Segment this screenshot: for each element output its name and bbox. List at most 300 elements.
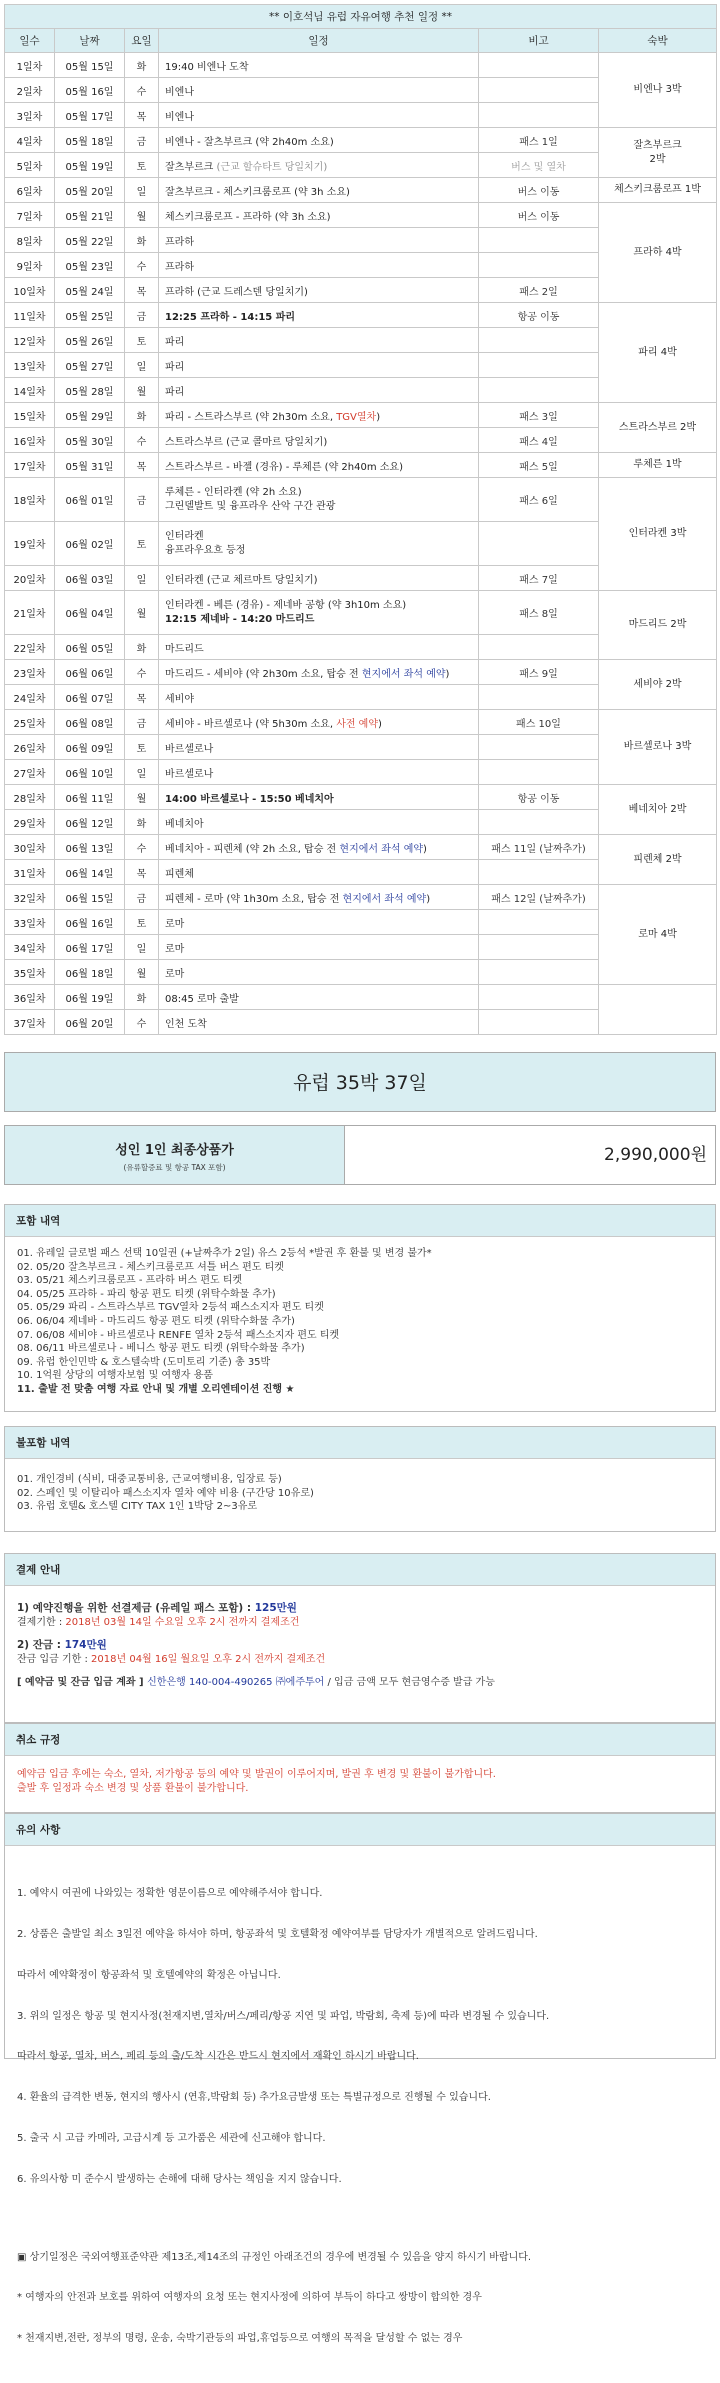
row-dow: 토 — [125, 328, 159, 353]
list-item — [17, 1247, 703, 1261]
schedule-end: ) — [423, 843, 427, 855]
excluded-header: 불포함 내역 — [5, 1427, 715, 1459]
row-date: 05월 26일 — [55, 328, 125, 353]
row-schedule: 로마 — [159, 935, 479, 960]
schedule-main: 마드리드 - 세비야 (약 2h30m 소요, 탑승 전 — [165, 668, 362, 680]
row-day: 10일차 — [5, 278, 55, 303]
row-day: 13일차 — [5, 353, 55, 378]
row-date: 06월 18일 — [55, 960, 125, 985]
row-note — [479, 353, 599, 378]
row-dow: 일 — [125, 935, 159, 960]
row-date: 05월 30일 — [55, 428, 125, 453]
row-day: 6일차 — [5, 178, 55, 203]
row-date: 06월 14일 — [55, 860, 125, 885]
balance-block — [17, 1639, 703, 1666]
row-dow: 수 — [125, 78, 159, 103]
stay-florence: 피렌체 2박 — [599, 835, 717, 885]
row-dow: 금 — [125, 128, 159, 153]
list-item: 09. 유럽 한인민박 & 호스텔숙박 (도미토리 기준) 총 35박 — [17, 1356, 271, 1368]
row-dow: 토 — [125, 153, 159, 178]
row-note — [479, 378, 599, 403]
stay-empty — [599, 985, 717, 1035]
row-schedule — [159, 153, 479, 178]
row-day: 18일차 — [5, 478, 55, 522]
list-item: 06. 06/04 제네바 - 마드리드 항공 편도 티켓 (위탁수화물 추가) — [17, 1315, 295, 1327]
row-dow: 수 — [125, 428, 159, 453]
table-row — [5, 453, 717, 478]
itinerary-table — [4, 4, 717, 1035]
deposit-deadline-line — [17, 1616, 703, 1630]
row-schedule: 파리 — [159, 353, 479, 378]
row-dow: 수 — [125, 835, 159, 860]
row-date: 05월 15일 — [55, 53, 125, 78]
row-day: 15일차 — [5, 403, 55, 428]
stay-cesky: 체스키크룸로프 1박 — [599, 178, 717, 203]
deposit-deadline-label: 결제기한 : — [17, 1616, 66, 1628]
balance-amount: 174만원 — [64, 1639, 107, 1652]
schedule-extra: 현지에서 좌석 예약 — [361, 668, 446, 680]
row-note: 패스 9일 — [479, 660, 599, 685]
row-day: 20일차 — [5, 566, 55, 591]
cancel-section — [4, 1723, 716, 1813]
row-day: 24일차 — [5, 685, 55, 710]
cancel-header: 취소 규정 — [5, 1724, 715, 1756]
price-value: 2,990,000원 — [604, 1145, 707, 1165]
row-schedule: 인천 도착 — [159, 1010, 479, 1035]
row-schedule — [159, 710, 479, 735]
row-date: 06월 13일 — [55, 835, 125, 860]
note-line: 4. 환율의 급격한 변동, 현지의 행사시 (연휴,박람회 등) 추가요금발생 또는 특별규정으로 진행될 수 있습니다. — [17, 2092, 491, 2104]
schedule-line1: 인터라켄 — [165, 530, 204, 542]
row-day: 35일차 — [5, 960, 55, 985]
table-row — [5, 178, 717, 203]
schedule-line1: 루체른 - 인터라켄 (약 2h 소요) — [165, 486, 302, 498]
row-note: 버스 이동 — [479, 203, 599, 228]
row-date: 05월 25일 — [55, 303, 125, 328]
row-note: 패스 5일 — [479, 453, 599, 478]
schedule-extra: (근교 할슈타트 당일치기) — [216, 161, 328, 173]
row-note: 패스 12일 (날짜추가) — [479, 885, 599, 910]
balance-line — [17, 1639, 703, 1653]
row-note — [479, 810, 599, 835]
row-note — [479, 685, 599, 710]
row-dow: 월 — [125, 960, 159, 985]
row-date: 05월 27일 — [55, 353, 125, 378]
notes-header: 유의 사항 — [5, 1814, 715, 1846]
row-day: 31일차 — [5, 860, 55, 885]
row-day: 17일차 — [5, 453, 55, 478]
row-date: 06월 02일 — [55, 522, 125, 566]
row-dow: 금 — [125, 303, 159, 328]
row-schedule: 파리 — [159, 328, 479, 353]
row-dow: 목 — [125, 453, 159, 478]
deposit-amount: 125만원 — [254, 1602, 297, 1614]
stay-strasbourg: 스트라스부르 2박 — [599, 403, 717, 453]
balance-deadline-line — [17, 1653, 703, 1667]
note-line: 따라서 항공, 열차, 버스, 페리 등의 출/도착 시간은 반드시 현지에서 재확인 하시기 바랍니다. — [17, 2051, 419, 2063]
table-row — [5, 785, 717, 810]
row-date: 06월 11일 — [55, 785, 125, 810]
row-note — [479, 253, 599, 278]
row-date: 06월 09일 — [55, 735, 125, 760]
row-schedule: 피렌체 — [159, 860, 479, 885]
row-note: 패스 3일 — [479, 403, 599, 428]
row-date: 05월 24일 — [55, 278, 125, 303]
header-schedule: 일정 — [159, 29, 479, 53]
header-dow: 요일 — [125, 29, 159, 53]
row-dow: 토 — [125, 910, 159, 935]
row-schedule: 바르셀로나 — [159, 760, 479, 785]
row-note — [479, 53, 599, 78]
stay-lucerne: 루체른 1박 — [599, 453, 717, 478]
row-dow: 목 — [125, 860, 159, 885]
deposit-line — [17, 1602, 703, 1616]
table-row — [5, 710, 717, 735]
payment-section — [4, 1553, 716, 1723]
table-row — [5, 403, 717, 428]
schedule-end: ) — [426, 893, 431, 905]
list-item: 01. 개인경비 (식비, 대중교통비용, 근교여행비용, 입장료 등) — [17, 1474, 282, 1485]
notes-body — [5, 1846, 715, 2383]
row-day: 1일차 — [5, 53, 55, 78]
note-line: 1. 예약시 여권에 나와있는 정확한 영문이름으로 예약해주셔야 합니다. — [17, 1888, 323, 1900]
row-date: 05월 16일 — [55, 78, 125, 103]
row-dow: 월 — [125, 378, 159, 403]
row-note — [479, 760, 599, 785]
row-note — [479, 985, 599, 1010]
balance-label: 2) 잔금 : — [17, 1639, 65, 1652]
row-day: 22일차 — [5, 635, 55, 660]
stay-vienna: 비엔나 3박 — [599, 53, 717, 128]
schedule-main: 세비야 - 바르셀로나 (약 5h30m 소요, — [165, 718, 337, 730]
row-day: 7일차 — [5, 203, 55, 228]
row-schedule: 비엔나 — [159, 103, 479, 128]
row-dow: 목 — [125, 103, 159, 128]
row-day: 26일차 — [5, 735, 55, 760]
row-schedule — [159, 478, 479, 522]
row-day: 32일차 — [5, 885, 55, 910]
row-schedule — [159, 591, 479, 635]
row-dow: 월 — [125, 203, 159, 228]
header-stay: 숙박 — [599, 29, 717, 53]
row-schedule: 파리 — [159, 378, 479, 403]
table-row — [5, 478, 717, 522]
row-schedule: 08:45 로마 출발 — [159, 985, 479, 1010]
row-date: 06월 16일 — [55, 910, 125, 935]
price-label: 성인 1인 최종상품가 — [115, 1143, 234, 1158]
row-note — [479, 910, 599, 935]
row-day: 4일차 — [5, 128, 55, 153]
row-note — [479, 960, 599, 985]
row-schedule: 스트라스부르 - 바젤 (경유) - 루체른 (약 2h40m 소요) — [159, 453, 479, 478]
cancel-line: 예약금 입금 후에는 숙소, 열차, 저가항공 등의 예약 및 발권이 이루어지며, 발권 후 변경 및 환불이 불가합니다. — [17, 1769, 496, 1780]
row-date: 06월 17일 — [55, 935, 125, 960]
schedule-extra: TGV열차 — [336, 411, 377, 423]
row-day: 5일차 — [5, 153, 55, 178]
included-header: 포함 내역 — [5, 1205, 715, 1237]
table-row — [5, 835, 717, 860]
row-dow: 월 — [125, 591, 159, 635]
row-dow: 금 — [125, 478, 159, 522]
list-item: 11. 출발 전 맞춤 여행 자료 안내 및 개별 오리엔테이션 진행 ★ — [17, 1383, 295, 1395]
price-label-cell — [5, 1126, 345, 1184]
row-schedule: 스트라스부르 (근교 콜마르 당일치기) — [159, 428, 479, 453]
row-dow: 토 — [125, 522, 159, 566]
row-schedule: 14:00 바르셀로나 - 15:50 베네치아 — [159, 785, 479, 810]
note-line: 5. 출국 시 고급 카메라, 고급시계 등 고가품은 세관에 신고해야 합니다. — [17, 2132, 326, 2144]
schedule-main: 파리 - 스트라스부르 (약 2h30m 소요, — [165, 411, 337, 423]
row-dow: 화 — [125, 985, 159, 1010]
deposit-block — [17, 1602, 703, 1629]
row-note — [479, 1010, 599, 1035]
row-day: 34일차 — [5, 935, 55, 960]
list-item: 02. 스페인 및 이탈리아 패스소지자 열차 예약 비용 (구간당 10유로) — [17, 1487, 314, 1499]
row-dow: 화 — [125, 635, 159, 660]
row-schedule — [159, 660, 479, 685]
row-note: 패스 11일 (날짜추가) — [479, 835, 599, 860]
row-date: 06월 06일 — [55, 660, 125, 685]
row-schedule: 인터라켄 (근교 체르마트 당일치기) — [159, 566, 479, 591]
note-spacer — [17, 2213, 703, 2223]
excluded-list — [5, 1459, 715, 1524]
notes-section — [4, 1813, 716, 2345]
schedule-main: 피렌체 - 로마 (약 1h30m 소요, 탑승 전 — [165, 893, 343, 905]
account-number: 신한은행 140-004-490265 ㈜에주투어 — [147, 1677, 325, 1689]
row-date: 06월 03일 — [55, 566, 125, 591]
row-day: 33일차 — [5, 910, 55, 935]
list-item: 05. 05/29 파리 - 스트라스부르 TGV열차 2등석 패스소지자 편도 티켓 — [17, 1302, 324, 1314]
row-note — [479, 735, 599, 760]
row-note: 패스 10일 — [479, 710, 599, 735]
row-date: 05월 21일 — [55, 203, 125, 228]
row-day: 29일차 — [5, 810, 55, 835]
row-date: 05월 20일 — [55, 178, 125, 203]
row-dow: 화 — [125, 53, 159, 78]
row-date: 05월 28일 — [55, 378, 125, 403]
table-row — [5, 591, 717, 635]
row-date: 06월 01일 — [55, 478, 125, 522]
row-date: 05월 17일 — [55, 103, 125, 128]
stay-madrid: 마드리드 2박 — [599, 591, 717, 660]
row-note: 패스 7일 — [479, 566, 599, 591]
row-note: 항공 이동 — [479, 303, 599, 328]
row-day: 9일차 — [5, 253, 55, 278]
stay-seville: 세비야 2박 — [599, 660, 717, 710]
schedule-line1: 인터라켄 - 베른 (경유) - 제네바 공항 (약 3h10m 소요) — [165, 599, 407, 611]
row-day: 8일차 — [5, 228, 55, 253]
table-row — [5, 203, 717, 228]
deposit-deadline: 2018년 03월 14일 수요일 오후 2시 전까지 결제조건 — [65, 1616, 300, 1628]
row-date: 06월 12일 — [55, 810, 125, 835]
stay-salzburg-city: 잘츠부르크 — [633, 139, 682, 151]
note-line: 6. 유의사항 미 준수시 발생하는 손해에 대해 당사는 책임을 지지 않습니다. — [17, 2173, 342, 2185]
package-banner — [4, 1052, 716, 1112]
row-date: 06월 15일 — [55, 885, 125, 910]
table-row — [5, 128, 717, 153]
row-dow: 목 — [125, 685, 159, 710]
account-note: / 입금 금액 모두 현금영수증 발급 가능 — [324, 1677, 495, 1689]
row-schedule — [159, 835, 479, 860]
row-note — [479, 522, 599, 566]
row-note — [479, 228, 599, 253]
row-dow: 토 — [125, 735, 159, 760]
row-schedule: 로마 — [159, 910, 479, 935]
row-day: 36일차 — [5, 985, 55, 1010]
stay-paris: 파리 4박 — [599, 303, 717, 403]
schedule-extra: 사전 예약 — [336, 718, 379, 730]
row-schedule: 프라하 (근교 드레스덴 당일치기) — [159, 278, 479, 303]
cancel-line: 출발 후 일정과 숙소 변경 및 상품 환불이 불가합니다. — [17, 1782, 249, 1794]
row-note — [479, 103, 599, 128]
row-date: 05월 31일 — [55, 453, 125, 478]
row-date: 06월 10일 — [55, 760, 125, 785]
account-label: [ 예약금 및 잔금 입금 계좌 ] — [17, 1677, 148, 1689]
row-note: 패스 6일 — [479, 478, 599, 522]
row-dow: 금 — [125, 885, 159, 910]
row-note — [479, 328, 599, 353]
row-schedule: 19:40 비엔나 도착 — [159, 53, 479, 78]
row-schedule: 체스키크룸로프 - 프라하 (약 3h 소요) — [159, 203, 479, 228]
row-schedule — [159, 885, 479, 910]
row-dow: 수 — [125, 253, 159, 278]
row-dow: 수 — [125, 1010, 159, 1035]
row-date: 06월 05일 — [55, 635, 125, 660]
row-schedule: 바르셀로나 — [159, 735, 479, 760]
cancel-body — [5, 1756, 715, 1805]
row-day: 25일차 — [5, 710, 55, 735]
row-schedule: 12:25 프라하 - 14:15 파리 — [159, 303, 479, 328]
note-line: * 천재지변,전란, 정부의 명령, 운송, 숙박기관등의 파업,휴업등으로 여행의 목적을 달성할 수 없는 경우 — [17, 2333, 463, 2345]
row-dow: 월 — [125, 785, 159, 810]
row-day: 2일차 — [5, 78, 55, 103]
row-date: 05월 23일 — [55, 253, 125, 278]
balance-deadline: 2018년 04월 16일 월요일 오후 2시 전까지 결제조건 — [91, 1653, 326, 1665]
row-dow: 금 — [125, 710, 159, 735]
row-note: 패스 1일 — [479, 128, 599, 153]
payment-body — [5, 1586, 715, 1700]
row-note: 항공 이동 — [479, 785, 599, 810]
list-item: 10. 1억원 상당의 여행자보험 및 여행자 용품 — [17, 1370, 213, 1382]
row-schedule: 로마 — [159, 960, 479, 985]
row-day: 11일차 — [5, 303, 55, 328]
table-row — [5, 303, 717, 328]
note-line: 3. 위의 일정은 항공 및 현지사정(천재지변,열차/버스/페리/항공 지연 및 파업, 박람회, 축제 등)에 따라 변경될 수 있습니다. — [17, 2010, 550, 2022]
row-schedule: 세비야 — [159, 685, 479, 710]
stay-prague: 프라하 4박 — [599, 203, 717, 303]
payment-header: 결제 안내 — [5, 1554, 715, 1586]
row-date: 05월 19일 — [55, 153, 125, 178]
table-row — [5, 53, 717, 78]
row-day: 30일차 — [5, 835, 55, 860]
row-schedule: 비엔나 - 잘츠부르크 (약 2h40m 소요) — [159, 128, 479, 153]
included-section — [4, 1204, 716, 1412]
row-dow: 일 — [125, 178, 159, 203]
note-line: 따라서 예약확정이 항공좌석 및 호텔예약의 확정은 아닙니다. — [17, 1969, 281, 1981]
row-dow: 일 — [125, 566, 159, 591]
row-day: 3일차 — [5, 103, 55, 128]
schedule-line2: 융프라우요흐 등정 — [165, 544, 246, 556]
list-item: 02. 05/20 잘츠부르크 - 체스키크룸로프 셔틀 버스 편도 티켓 — [17, 1261, 284, 1273]
stay-salzburg-nights: 2박 — [649, 153, 666, 165]
row-schedule — [159, 522, 479, 566]
row-day: 28일차 — [5, 785, 55, 810]
row-schedule: 마드리드 — [159, 635, 479, 660]
list-item: 04. 05/25 프라하 - 파리 항공 편도 티켓 (위탁수화물 추가) — [17, 1288, 276, 1300]
row-schedule: 잘츠부르크 - 체스키크룸로프 (약 3h 소요) — [159, 178, 479, 203]
row-note — [479, 860, 599, 885]
header-date: 날짜 — [55, 29, 125, 53]
balance-deadline-label: 잔금 입금 기한 : — [17, 1653, 92, 1665]
table-row — [5, 885, 717, 910]
row-date: 05월 29일 — [55, 403, 125, 428]
account-line — [17, 1676, 703, 1690]
row-dow: 수 — [125, 660, 159, 685]
price-sublabel: (유류할증료 및 항공 TAX 포함) — [123, 1163, 226, 1172]
stay-interlaken: 인터라켄 3박 — [599, 478, 717, 591]
row-dow: 일 — [125, 760, 159, 785]
row-day: 14일차 — [5, 378, 55, 403]
note-line: ▣ 상기일정은 국외여행표준약관 제13조,제14조의 규정인 아래조건의 경우에 변경될 수 있음을 양지 하시기 바랍니다. — [17, 2251, 532, 2263]
schedule-end: ) — [376, 411, 381, 423]
included-list — [5, 1237, 715, 1407]
schedule-end: ) — [445, 668, 450, 680]
schedule-line2: 12:15 제네바 - 14:20 마드리드 — [165, 613, 315, 625]
list-item: 08. 06/11 바르셀로나 - 베니스 항공 편도 티켓 (위탁수화물 추가) — [17, 1343, 305, 1355]
row-dow: 일 — [125, 353, 159, 378]
row-note: 버스 이동 — [479, 178, 599, 203]
row-schedule: 프라하 — [159, 253, 479, 278]
stay-rome: 로마 4박 — [599, 885, 717, 985]
row-schedule: 비엔나 — [159, 78, 479, 103]
row-note: 패스 4일 — [479, 428, 599, 453]
row-date: 06월 07일 — [55, 685, 125, 710]
row-note — [479, 935, 599, 960]
row-dow: 화 — [125, 403, 159, 428]
row-dow: 화 — [125, 810, 159, 835]
row-note — [479, 635, 599, 660]
row-date: 05월 18일 — [55, 128, 125, 153]
list-item: 03. 유럽 호텔& 호스텔 CITY TAX 1인 1박당 2~3유로 — [17, 1501, 258, 1513]
note-line: * 여행자의 안전과 보호를 위하여 여행자의 요청 또는 현지사정에 의하여 부득이 하다고 쌍방이 합의한 경우 — [17, 2292, 482, 2304]
row-dow: 화 — [125, 228, 159, 253]
schedule-extra: 현지에서 좌석 예약 — [342, 893, 427, 905]
schedule-line2: 그린델발트 및 융프라우 산악 구간 관광 — [165, 500, 336, 512]
row-day: 37일차 — [5, 1010, 55, 1035]
table-row — [5, 660, 717, 685]
row-day: 21일차 — [5, 591, 55, 635]
schedule-extra: 현지에서 좌석 예약 — [339, 843, 424, 855]
included-item-1: 01. 유레일 글로벌 패스 선택 10일권 (+날짜추가 2일) 유스 2등석 *발권 후 환불 및 변경 불가* — [17, 1248, 432, 1259]
row-date: 06월 19일 — [55, 985, 125, 1010]
row-schedule: 베네치아 — [159, 810, 479, 835]
package-title: 유럽 35박 37일 — [293, 1072, 427, 1094]
table-header — [5, 29, 717, 53]
header-note: 비고 — [479, 29, 599, 53]
row-schedule — [159, 403, 479, 428]
list-item: 03. 05/21 체스키크룸로프 - 프라하 버스 편도 티켓 — [17, 1275, 243, 1287]
row-day: 12일차 — [5, 328, 55, 353]
row-day: 19일차 — [5, 522, 55, 566]
row-dow: 목 — [125, 278, 159, 303]
price-box — [4, 1125, 716, 1185]
row-date: 06월 08일 — [55, 710, 125, 735]
stay-barcelona: 바르셀로나 3박 — [599, 710, 717, 785]
row-date: 06월 20일 — [55, 1010, 125, 1035]
excluded-section — [4, 1426, 716, 1532]
stay-venice: 베네치아 2박 — [599, 785, 717, 835]
row-schedule: 프라하 — [159, 228, 479, 253]
list-item: 07. 06/08 세비야 - 바르셀로나 RENFE 열차 2등석 패스소지자 편도 티켓 — [17, 1329, 340, 1341]
